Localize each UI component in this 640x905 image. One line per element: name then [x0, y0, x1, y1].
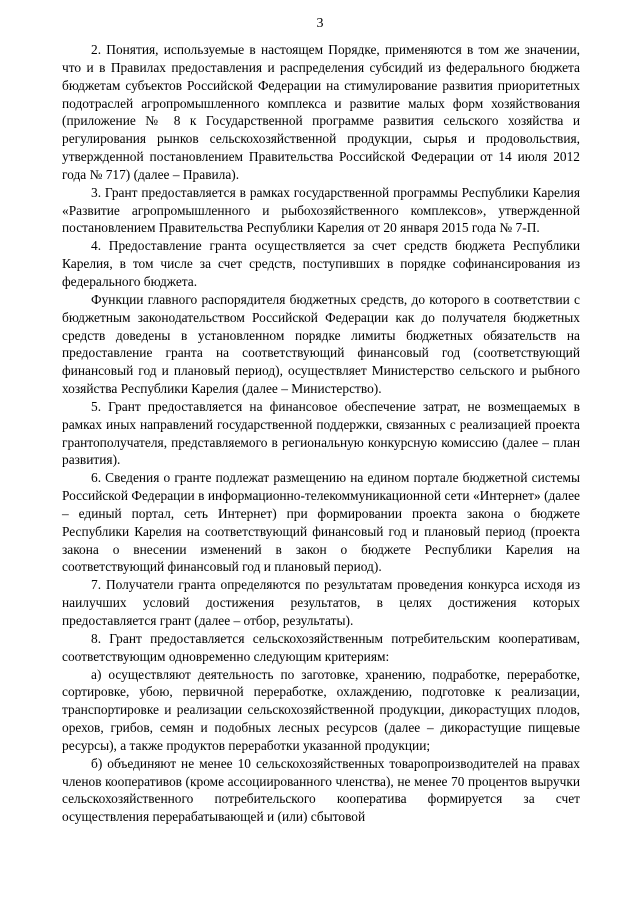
paragraph-4-functions: Функции главного распорядителя бюджетных средств, до которого в соответствии с бюджетным законодательством Российской Федерации как до получателя бюджетных средств доведены в установленном порядке лимиты бюджетных обязательств на предоставление гранта на соответствующий финансовый год (соответствующий финансовый год и плановый период), осуществляет Министерство сельского и рыбного хозяйства Республики Карелия (далее – Министерство).	[62, 291, 580, 397]
paragraph-4-funding: 4. Предоставление гранта осуществляется за счет средств бюджета Республики Карелия, в том числе за счет средств, поступивших в порядке софинансирования из федерального бюджета.	[62, 238, 580, 289]
paragraph-3-program: 3. Грант предоставляется в рамках государственной программы Республики Карелия «Развитие агропромышленного и рыбохозяйственного комплексов», утвержденной постановлением Правительства Республики Карелия от 20 января 2015 года № 7-П.	[62, 184, 580, 236]
paragraph-2-concepts: 2. Понятия, используемые в настоящем Порядке, применяются в том же значении, что и в Правилах предоставления и распределения субсидий из федерального бюджета бюджетам субъектов Российской Федерации на стимулирование развития приоритетных подотраслей агропромышленного комплекса и развитие малых форм хозяйствования (приложение № 8 к Государственной программе развития сельского хозяйства и регулирования рынков сельскохозяйственной продукции, сырья и продовольствия, утвержденной постановлением Правительства Российской Федерации от 14 июля 2012 года № 717) (далее – Правила).	[62, 42, 580, 182]
document-body	[62, 41, 580, 826]
paragraph-6-publication: 6. Сведения о гранте подлежат размещению на едином портале бюджетной системы Российской Федерации в информационно-телекоммуникационной сети «Интернет» (далее – единый портал, сеть Интернет) при формировании проекта закона о бюджете Республики Карелия на соответствующий финансовый год и плановый период (проекта закона о внесении изменений в закон о бюджете Республики Карелия на соответствующий финансовый год и плановый период).	[62, 470, 580, 575]
paragraph-8-criteria: 8. Грант предоставляется сельскохозяйственным потребительским кооперативам, соответствующим одновременно следующим критериям:	[62, 630, 580, 664]
criterion-b: б) объединяют не менее 10 сельскохозяйственных товаропроизводителей на правах членов кооперативов (кроме ассоциированного членства), не менее 70 процентов выручки сельскохозяйственного потребительского кооператива формируется за счет осуществления перерабатывающей и (или) сбытовой	[62, 755, 580, 825]
paragraph-5-grant-purpose: 5. Грант предоставляется на финансовое обеспечение затрат, не возмещаемых в рамках иных направлений государственной поддержки, связанных с реализацией проекта грантополучателя, представляемого в региональную конкурсную комиссию (далее – план развития).	[62, 398, 580, 468]
paragraph-7-recipients: 7. Получатели гранта определяются по результатам проведения конкурса исходя из наилучших условий достижения результатов, в целях достижения которых предоставляется грант (далее – отбор, результаты).	[62, 577, 580, 628]
criterion-a: а) осуществляют деятельность по заготовке, хранению, подработке, переработке, сортировке, убою, первичной переработке, охлаждению, подготовке к реализации, транспортировке и реализации сельскохозяйственной продукции, дикорастущих плодов, орехов, грибов, семян и подобных лесных ресурсов (далее – дикорастущие пищевые ресурсы), а также продуктов переработки указанной продукции;	[62, 666, 580, 753]
page-number: 3	[316, 16, 324, 31]
